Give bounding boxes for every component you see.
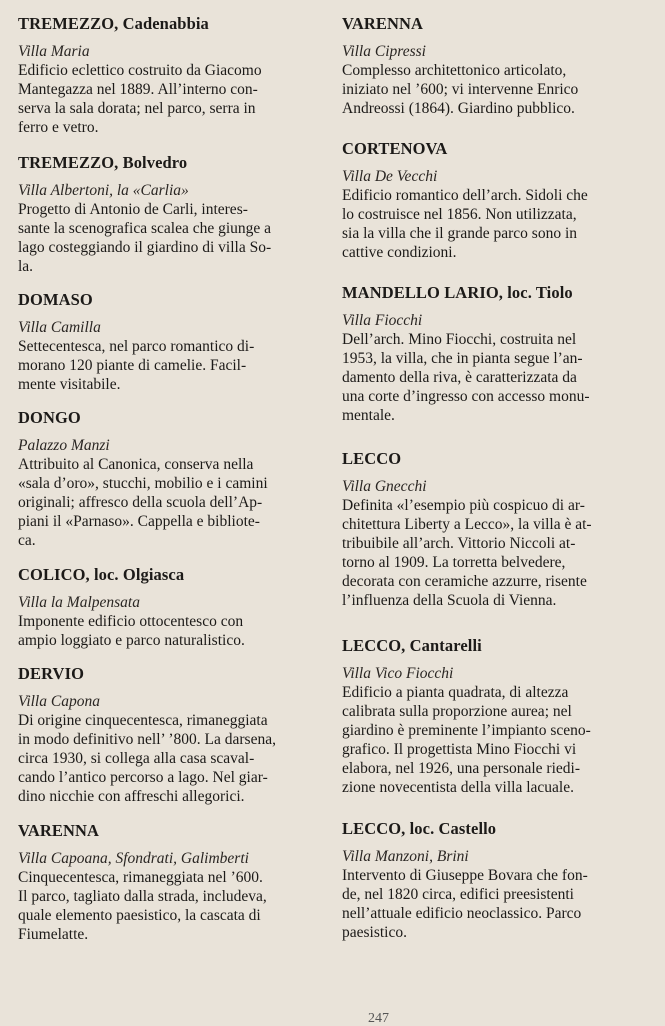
page-number: 247	[368, 1011, 389, 1026]
villa-description: Progetto di Antonio de Carli, interes- sante la scenografica scalea che giunge a lago costeggiando il giardino di villa So- la.	[18, 201, 272, 275]
villa-description: Definita «l’esempio più cospicuo di ar- chitettura Liberty a Lecco», la villa è at- tribuibile all’arch. Vittorio Niccoli at- torno al 1909. La torretta belvedere, decorata con ceramiche azzurre, risente l’influenza della Scuola di Vienna.	[342, 497, 592, 609]
entry-tremezzo-cadenabbia	[18, 14, 324, 137]
place-heading: TREMEZZO, Bolvedro	[18, 153, 188, 172]
villa-name: Villa Fiocchi	[342, 312, 423, 329]
villa-description: Edificio a pianta quadrata, di altezza calibrata sulla proporzione aurea; nel giardino è preminente l’impianto sceno- grafico. Il progettista Mino Fiocchi vi elabora, nel 1926, una personale riedi- zione novecentista della villa lacuale.	[342, 684, 591, 796]
villa-description: Edificio romantico dell’arch. Sidoli che lo costruisce nel 1856. Non utilizzata, sia la villa che il grande parco sono in cattive condizioni.	[342, 187, 588, 261]
villa-description: Imponente edificio ottocentesco con ampio loggiato e parco naturalistico.	[18, 613, 245, 649]
villa-description: Edificio eclettico costruito da Giacomo Mantegazza nel 1889. All’interno con- serva la sala dorata; nel parco, serra in ferro e vetro.	[18, 62, 262, 136]
place-heading: DERVIO	[18, 664, 85, 683]
place-heading: VARENNA	[18, 821, 100, 840]
villa-description: Settecentesca, nel parco romantico di- morano 120 piante di camelie. Facil- mente visitabile.	[18, 338, 255, 393]
place-heading: COLICO, loc. Olgiasca	[18, 565, 185, 584]
place-heading: MANDELLO LARIO, loc. Tiolo	[342, 283, 573, 302]
villa-name: Villa Capona	[18, 693, 100, 710]
entry-colico	[18, 565, 324, 650]
villa-name: Villa Cipressi	[342, 43, 426, 60]
entry-tremezzo-bolvedro	[18, 153, 324, 276]
villa-name: Villa De Vecchi	[342, 168, 438, 185]
villa-name: Villa Manzoni, Brini	[342, 848, 469, 865]
villa-description: Di origine cinquecentesca, rimaneggiata in modo definitivo nell’ ’800. La darsena, circa 1930, si collega alla casa scaval- cando l’antico percorso a lago. Nel giar- dino nicchie con affreschi allegorici.	[18, 712, 276, 805]
entry-cortenova	[342, 139, 642, 262]
villa-name: Villa Camilla	[18, 319, 101, 336]
entry-lecco-castello	[342, 819, 642, 942]
left-column	[18, 14, 324, 944]
villa-description: Dell’arch. Mino Fiocchi, costruita nel 1953, la villa, che in pianta segue l’an- damento della riva, è caratterizzata da una corte d’ingresso con accesso monu- mentale.	[342, 331, 590, 424]
place-heading: DOMASO	[18, 290, 93, 309]
villa-name: Villa Vico Fiocchi	[342, 665, 454, 682]
villa-description: Complesso architettonico articolato, iniziato nel ’600; vi intervenne Enrico Andreossi (1864). Giardino pubblico.	[342, 62, 579, 117]
entry-varenna-cipressi	[342, 14, 642, 118]
villa-description: Intervento di Giuseppe Bovara che fon- de, nel 1820 circa, edifici preesistenti nell’attuale edificio neoclassico. Parco paesistico.	[342, 867, 588, 941]
villa-name: Villa Albertoni, la «Carlia»	[18, 182, 189, 199]
entry-varenna-capoana	[18, 821, 324, 944]
place-heading: VARENNA	[342, 14, 424, 33]
place-heading: LECCO, loc. Castello	[342, 819, 497, 838]
place-heading: DONGO	[18, 408, 81, 427]
entry-mandello-lario	[342, 283, 642, 425]
entry-lecco-gnecchi	[342, 449, 642, 610]
villa-name: Palazzo Manzi	[18, 437, 110, 454]
villa-name: Villa Gnecchi	[342, 478, 427, 495]
place-heading: CORTENOVA	[342, 139, 448, 158]
place-heading: LECCO	[342, 449, 402, 468]
place-heading: LECCO, Cantarelli	[342, 636, 482, 655]
place-heading: TREMEZZO, Cadenabbia	[18, 14, 209, 33]
right-column	[342, 14, 642, 942]
villa-description: Attribuito al Canonica, conserva nella «sala d’oro», stucchi, mobilio e i camini originali; affresco della scuola dell’Ap- piani il «Parnaso». Cappella e bibliote- ca.	[18, 456, 268, 549]
entry-dervio	[18, 664, 324, 806]
villa-description: Cinquecentesca, rimaneggiata nel ’600. Il parco, tagliato dalla strada, includeva, quale elemento paesistico, la cascata di Fiumelatte.	[18, 869, 267, 943]
villa-name: Villa la Malpensata	[18, 594, 140, 611]
villa-name: Villa Maria	[18, 43, 90, 60]
villa-name: Villa Capoana, Sfondrati, Galimberti	[18, 850, 249, 867]
entry-domaso	[18, 290, 324, 394]
entry-dongo	[18, 408, 324, 550]
entry-lecco-cantarelli	[342, 636, 642, 797]
